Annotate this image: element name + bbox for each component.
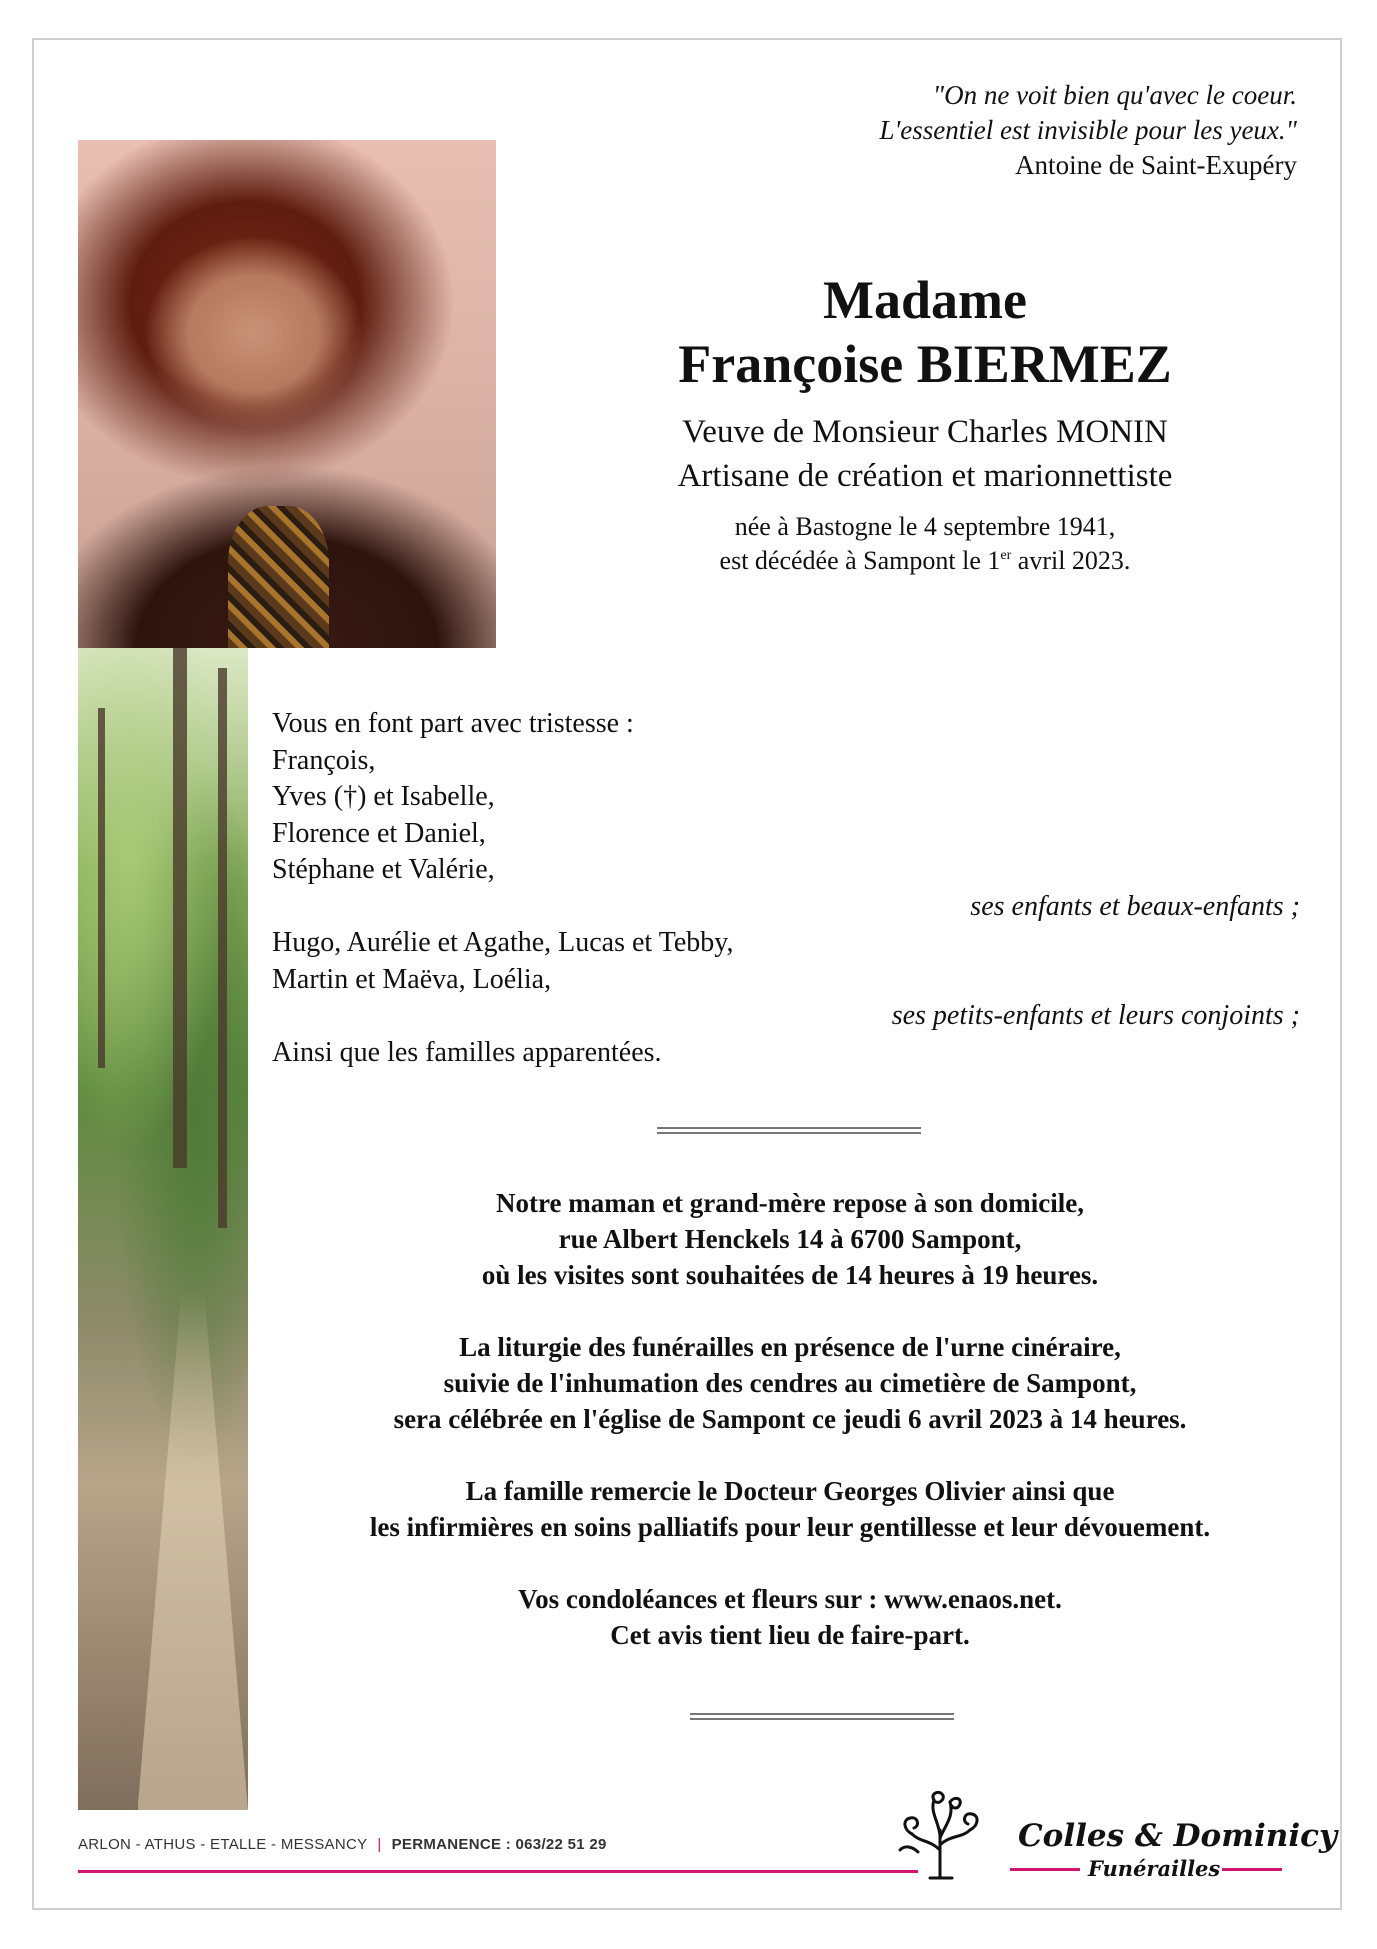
epigraph-quote <box>879 78 1297 183</box>
divider <box>690 1713 954 1720</box>
deceased-name: Françoise BIERMEZ <box>678 334 1172 394</box>
children-label: ses enfants et beaux-enfants ; <box>970 890 1300 922</box>
info-line: les infirmières en soins palliatifs pour leur gentillesse et leur dévouement. <box>369 1512 1211 1542</box>
info-line: Notre maman et grand-mère repose à son domicile, <box>496 1188 1084 1218</box>
death-line-suffix: avril 2023. <box>1011 546 1131 575</box>
family-intro: Vous en font part avec tristesse : <box>272 708 634 739</box>
family-member: Florence et Daniel, <box>272 817 486 849</box>
brand-rule-right <box>1222 1868 1282 1871</box>
honorific: Madame <box>823 270 1027 330</box>
visitation-paragraph <box>270 1185 1310 1293</box>
tree-trunk <box>218 668 227 1228</box>
condolences-paragraph <box>270 1581 1310 1653</box>
brand-name: Colles & Dominicy <box>1018 1818 1337 1854</box>
family-member: Hugo, Aurélie et Agathe, Lucas et Tebby, <box>272 927 734 958</box>
occupation-line: Artisane de création et marionnettiste <box>677 458 1173 494</box>
family-member: Stéphane et Valérie, <box>272 854 495 885</box>
info-line: Vos condoléances et fleurs sur : www.enaos.net. <box>518 1584 1062 1614</box>
quote-line-1: "On ne voit bien qu'avec le coeur. <box>932 80 1297 110</box>
thanks-paragraph <box>270 1473 1310 1545</box>
info-line: où les visites sont souhaitées de 14 heures à 19 heures. <box>481 1260 1099 1290</box>
death-line-prefix: est décédée à Sampont le 1 <box>719 546 1001 575</box>
deceased-header <box>520 268 1330 578</box>
footer-separator: | <box>377 1836 382 1853</box>
quote-author: Antoine de Saint-Exupéry <box>1015 150 1297 180</box>
death-line <box>520 544 1330 578</box>
info-line: rue Albert Henckels 14 à 6700 Sampont, <box>558 1224 1022 1254</box>
death-line-superscript: er <box>1000 548 1012 563</box>
family-member: Yves (†) et Isabelle, <box>272 781 495 812</box>
forest-path-photo <box>78 648 248 1810</box>
footer-locations: ARLON - ATHUS - ETALLE - MESSANCY <box>78 1836 368 1853</box>
birth-line: née à Bastogne le 4 septembre 1941, <box>734 512 1116 541</box>
family-member: Martin et Maëva, Loélia, <box>272 963 552 995</box>
tree-trunk <box>98 708 105 1068</box>
grandchildren-label: ses petits-enfants et leurs conjoints ; <box>891 1000 1300 1031</box>
family-member: François, <box>272 744 376 776</box>
portrait-photo <box>78 140 496 648</box>
forest-path <box>138 1287 249 1810</box>
divider <box>657 1127 921 1134</box>
footer-contact <box>78 1836 607 1853</box>
info-line: Cet avis tient lieu de faire-part. <box>610 1620 970 1650</box>
info-line: La famille remercie le Docteur Georges Olivier ainsi que <box>465 1476 1115 1506</box>
funeral-info <box>270 1185 1310 1689</box>
quote-line-2: L'essentiel est invisible pour les yeux." <box>879 115 1297 145</box>
brand-subtitle: Funérailles <box>1088 1856 1221 1881</box>
spouse-line: Veuve de Monsieur Charles MONIN <box>682 414 1168 450</box>
info-line: suivie de l'inhumation des cendres au cimetière de Sampont, <box>443 1368 1137 1398</box>
brand-rule-left <box>1010 1868 1080 1871</box>
footer-rule <box>78 1870 918 1873</box>
info-line: La liturgie des funérailles en présence de l'urne cinéraire, <box>459 1332 1121 1362</box>
portrait-scarf <box>228 506 328 648</box>
family-closing: Ainsi que les familles apparentées. <box>272 1036 662 1068</box>
family-list <box>272 706 1300 1071</box>
footer-permanence: PERMANENCE : 063/22 51 29 <box>391 1836 607 1853</box>
liturgy-paragraph <box>270 1329 1310 1437</box>
info-line: sera célébrée en l'église de Sampont ce jeudi 6 avril 2023 à 14 heures. <box>393 1404 1187 1434</box>
tree-logo-icon <box>890 1790 990 1880</box>
tree-trunk <box>173 648 187 1168</box>
